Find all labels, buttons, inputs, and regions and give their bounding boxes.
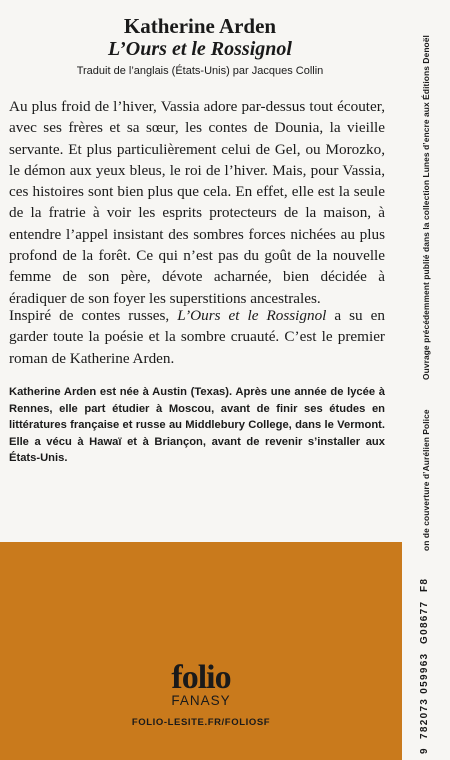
edition-note: Ouvrage précédemment publié dans la collection Lunes d’encre aux Éditions Denoël	[421, 35, 431, 380]
product-code: G08677	[419, 600, 430, 645]
book-title: L’Ours et le Rossignol	[108, 38, 292, 60]
isbn-strip	[419, 578, 430, 754]
folio-fanasy-logo	[0, 659, 402, 728]
cover-credit: on de couverture d’Aurélien Police	[421, 409, 431, 551]
translator-credit: Traduit de l’anglais (États-Unis) par Jacques Collin	[76, 65, 324, 77]
logo-folio-word: folio	[171, 659, 231, 696]
praise-after: a su en garder toute la poésie et la sombre cruauté. C’est le premier roman de Katherine Arden.	[9, 307, 385, 367]
logo-fanasy-word: FANASY	[171, 693, 231, 708]
isbn-check-digit: 9	[419, 747, 430, 754]
praise-book-title: L’Ours et le Rossignol	[177, 307, 327, 324]
author-bio: Katherine Arden est née à Austin (Texas). Après une année de lycée à Rennes, elle part étudier à Moscou, avant de finir ses études en littératures française et russe au Middlebury College, dans le Vermont. Elle a vécu à Hawaï et à Briançon, avant de revenir s’installer aux États-Unis.	[9, 386, 385, 464]
synopsis-paragraph: Au plus froid de l’hiver, Vassia adore par-dessus tout écouter, avec ses frères et sa sœur, les contes de Dounia, la vieille servante. Et plus particulièrement celui de Gel, ou Morozko, le démon aux yeux bleus, le roi de l’hiver. Mais, pour Vassia, ces histoires sont bien plus que cela. En effet, elle est la seule de la fratrie à voir les esprits protecteurs de la maison, à entendre l’appel insistant des sombres forces nichées au plus profond de la forêt. Ce qui n’est pas du goût de la nouvelle femme de son père, dévote acharnée, bien décidée à éradiquer de son foyer les superstitions ancestrales.	[9, 98, 385, 307]
author-name: Katherine Arden	[123, 14, 277, 38]
praise-paragraph	[9, 305, 385, 369]
publisher-url: FOLIO-LESITE.FR/FOLIOSF	[131, 717, 271, 728]
praise-before: Inspiré de contes russes,	[9, 307, 178, 324]
isbn-number: 782073 059963	[419, 652, 430, 739]
category-code: F8	[419, 578, 430, 593]
book-header	[0, 14, 400, 78]
